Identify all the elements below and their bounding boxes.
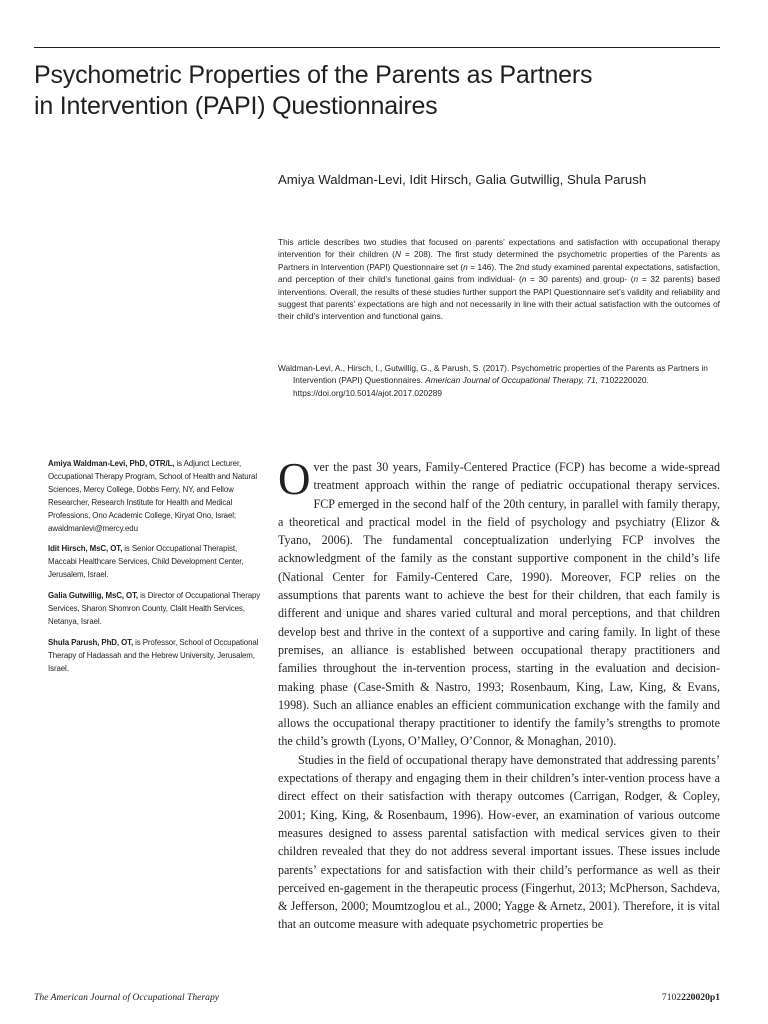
abstract-text-2: = 208). The first study determined the psychometric properties of the Parents as Partners in Intervention (PAPI) Questionnaire set ( — [278, 249, 720, 272]
citation — [278, 362, 720, 399]
affiliation-name: Amiya Waldman-Levi, PhD, OTR/L, — [48, 459, 175, 468]
affiliation-name: Idit Hirsch, MsC, OT, — [48, 544, 123, 554]
abstract-n-total: N — [394, 249, 401, 260]
affiliation-name: Shula Parush, PhD, OT, — [48, 637, 134, 647]
abstract — [278, 236, 720, 323]
affiliation-text: is Adjunct Lecturer, Occupational Therapy Program, School of Health and Natural Sciences, Mercy College, Dobbs Ferry, NY, and Fellow Researcher, Research Institute for Health and Medical Professions, Ono Academic College, Kiryat Ono, Israel; awaldmanlevi@mercy.edu — [48, 459, 257, 533]
affiliation-text: is Director of Occupational Therapy Services, Sharon Shomron County, Clalit Health Services, Netanya, Israel. — [48, 591, 261, 626]
affiliation-3 — [48, 590, 263, 629]
citation-journal: American Journal of Occupational Therapy, 71, — [425, 375, 598, 386]
article-title — [34, 60, 724, 122]
body-paragraph-2: Studies in the field of occupational therapy have demonstrated that addressing parents’ expectations of therapy and engaging them in their children’s inter-vention process have a direct effect on their satisfaction with therapy outcomes (Carrigan, Rodger, & Copley, 2001; King, King, & Rosenbaum, 1996). How-ever, an examination of various outcome measures designed to assess parental satisfaction with medical services given to their children revealed that they do not address several important issues. These issues include parents’ expectations for and satisfaction with their child’s performance as well as their perceived en-gagement in the therapeutic process (Fingerhut, 2013; McPherson, Sachdeva, & Jefferson, 2000; Moumtzoglou et al., 2000; Yagge & Arnetz, 2001). Therefore, it is vital that an outcome measure with adequate psychometric properties be — [278, 752, 720, 932]
page-number-prefix: 7102 — [661, 992, 682, 1003]
citation-doi[interactable]: 7102220020. https://doi.org/10.5014/ajot.2017.020289 — [293, 375, 649, 398]
affiliation-text: is Professor, School of Occupational Therapy of Hadassah and the Hebrew University, Jerusalem, Israel. — [48, 637, 259, 673]
abstract-n-2: n — [521, 274, 527, 285]
paragraph-text: ver the past 30 years, Family-Centered Practice (FCP) has become a wide-spread treatment approach within the range of pediatric occupational therapy services. FCP emerged in the second half of the 20th century, in parallel with family therapy, a theoretical and practical model in the field of psychology and psychiatry (Elizor & Tyano, 2006). The fundamental conceptualization underlying FCP involves the acknowledgment of the family as the constant supportive component in the child’s life (National Center for Family-Centered Care, 1990). Moreover, FCP relies on the assumptions that parents want to achieve the best for their children, that each family is different and unique and shares varied cultural and moral perceptions, and that children develop best and thrive in the context of a supportive and caring family. In light of these premises, an alliance is established between occupational therapy practitioners and families throughout the in-tervention process, starting in the evaluation and decision-making phase (Case-Smith & Nastro, 1993; Rosenbaum, King, Law, King, & Evans, 1998). Such an alliance enables an efficient communication exchange with the family and allows the occupational therapy practitioner to identify the family’s strengths to promote the child’s growth (Lyons, O’Malley, O’Connor, & Monaghan, 2010). — [278, 460, 720, 749]
abstract-n-3: n — [633, 274, 639, 285]
title-line-2: in Intervention (PAPI) Questionnaires — [34, 92, 438, 120]
citation-block — [278, 362, 720, 399]
affiliation-text: is Senior Occupational Therapist, Maccabi Healthcare Services, Child Development Center, Jerusalem, Israel. — [48, 544, 244, 580]
body-text — [278, 454, 720, 934]
abstract-text-4: = 30 parents) and group- ( — [526, 274, 634, 285]
affiliation-1 — [48, 458, 263, 535]
page-number-suffix: 220020p1 — [681, 992, 720, 1003]
affiliation-name: Galia Gutwillig, MsC, OT, — [48, 591, 139, 601]
abstract-text-5: = 32 parents) based interventions. Overall, the results of these studies further support the PAPI Questionnaire set’s validity and reliability and suggest that parents’ expectations are high and not necessarily in line with their actual satisfaction with the outcomes of their child’s intervention and functional gains. — [278, 274, 720, 322]
drop-cap: O — [278, 454, 311, 504]
title-line-1: Psychometric Properties of the Parents as Partners — [34, 61, 593, 89]
top-rule — [34, 47, 720, 48]
footer-journal-name: The American Journal of Occupational Therapy — [34, 992, 220, 1003]
footer-page-number — [662, 992, 720, 1003]
body-paragraph-1 — [278, 454, 720, 751]
affiliation-2 — [48, 543, 263, 582]
abstract-text-3: = 146). The 2nd study examined parental expectations, satisfaction, and perception of their child’s functional gains from individual- ( — [278, 261, 720, 285]
abstract-text-1: This article describes two studies that focused on parents’ expectations and satisfaction with occupational therapy intervention for their children ( — [278, 237, 720, 260]
abstract-n-1: n — [463, 261, 468, 272]
author-list: Amiya Waldman-Levi, Idit Hirsch, Galia Gutwillig, Shula Parush — [278, 172, 647, 187]
affiliation-4 — [48, 637, 263, 676]
author-affiliations — [48, 458, 263, 684]
citation-main: Waldman-Levi, A., Hirsch, I., Gutwillig, G., & Parush, S. (2017). Psychometric properties of the Parents as Partners in Intervention (PAPI) Questionnaires. — [278, 363, 708, 386]
